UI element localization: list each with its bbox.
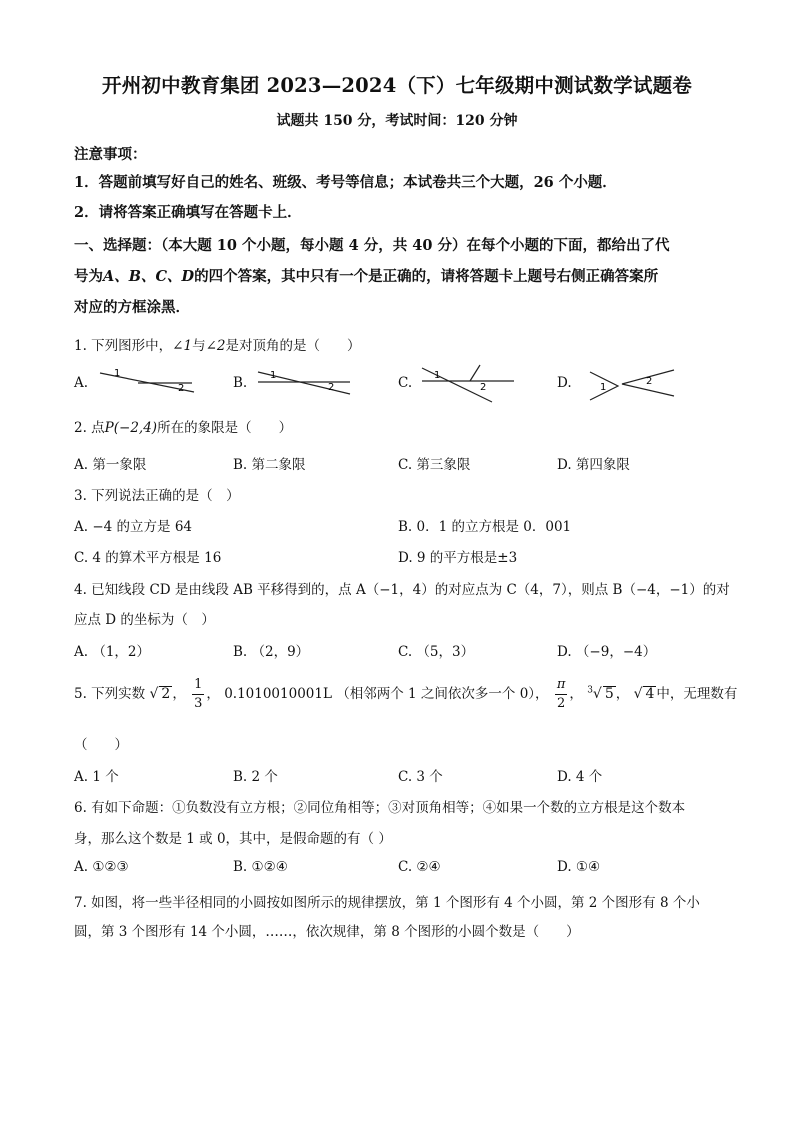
question-7-line-2: 圆，第 3 个图形有 14 个小圆，……，依次规律，第 8 个图形的小圆个数是（ ） (74, 924, 580, 940)
section-1-line-2: 号为A、B、C、D的四个答案，其中只有一个是正确的，请将答题卡上题号右侧正确答案所 (74, 268, 659, 285)
section-1-line-1: 一、选择题：（本大题 10 个小题，每小题 4 分，共 40 分）在每个小题的下面，都给出了代 (74, 237, 670, 254)
q1b-label-1: 1 (270, 370, 277, 381)
q1-option-d: D. (557, 375, 572, 391)
q5-option-a: A. 1 个 (74, 769, 119, 785)
q6-option-a: A. ①②③ (74, 859, 129, 875)
section-1-line-3: 对应的方框涂黑． (74, 299, 190, 316)
question-4-line-2: 应点 D 的坐标为（ ） (74, 612, 215, 628)
q1-figure-a (98, 364, 196, 398)
sqrt-4: √ 4 (633, 686, 655, 702)
q2-option-a: A. 第一象限 (74, 457, 147, 473)
answer-letters: A、B、C、D (103, 268, 195, 285)
q4-option-c: C. （5，3） (398, 644, 475, 660)
q2-option-c: C. 第三象限 (398, 457, 471, 473)
q3-option-c: C. 4 的算术平方根是 16 (74, 550, 222, 566)
q1a-label-1: 1 (114, 368, 121, 379)
q4-option-a: A. （1，2） (74, 644, 151, 660)
question-6-line-1: 6. 有如下命题：①负数没有立方根；②同位角相等；③对顶角相等；④如果一个数的立方根是这个数本 (74, 800, 686, 816)
question-3-stem: 3. 下列说法正确的是（ ） (74, 488, 240, 504)
q5-option-b: B. 2 个 (233, 769, 278, 785)
q1-figure-b (256, 364, 352, 398)
sqrt-2: √ 2 (149, 686, 171, 702)
question-5-paren: （ ） (74, 737, 128, 753)
point-p: P(−2,4) (104, 420, 158, 436)
q2-option-d: D. 第四象限 (557, 457, 630, 473)
q3-option-d: D. 9 的平方根是±3 (398, 550, 518, 566)
q6-option-c: C. ②④ (398, 859, 441, 875)
notice-heading: 注意事项： (74, 146, 147, 163)
q1c-label-2: 2 (480, 382, 487, 393)
q2-option-b: B. 第二象限 (233, 457, 306, 473)
question-7-line-1: 7. 如图，将一些半径相同的小圆按如图所示的规律摆放，第 1 个图形有 4 个小圆，第 2 个图形有 8 个小 (74, 895, 700, 911)
q1-option-a: A. (74, 375, 89, 391)
question-1-stem: 1. 下列图形中，∠1与∠2是对顶角的是（ ） (74, 338, 361, 354)
q1d-label-1: 1 (600, 382, 607, 393)
q1d-label-2: 2 (646, 376, 653, 387)
fraction-pi-over-2: $\frac{\pi}{2}$ (556, 677, 566, 711)
q3-option-b: B. 0．1 的立方根是 0．001 (398, 519, 572, 535)
q3-option-a: A. −4 的立方是 64 (74, 519, 192, 535)
q6-option-d: D. ①④ (557, 859, 601, 875)
q1-option-b: B. (233, 375, 248, 391)
q1c-label-1: 1 (434, 370, 441, 381)
exam-subtitle: 试题共 150 分，考试时间：120 分钟 (276, 113, 518, 129)
q1-option-c: C. (398, 375, 413, 391)
q1a-label-2: 2 (178, 383, 185, 394)
q5-option-d: D. 4 个 (557, 769, 603, 785)
exam-title: 开州初中教育集团 2023—2024（下）七年级期中测试数学试题卷 (102, 74, 692, 97)
question-5-stem: 5. 下列实数 √ 2 ， $\frac{1}{3}$ ， 0.1010010001L （相邻两个 1 之间依次多一个 0）， $\frac{\pi}{2}$ ， $^3$√ 5 ， √ 4 中，无理数有 (74, 677, 738, 711)
q5-option-c: C. 3 个 (398, 769, 443, 785)
fraction-one-third: $\frac{1}{3}$ (194, 677, 203, 711)
question-6-line-2: 身，那么这个数是 1 或 0，其中，是假命题的有（ ） (74, 831, 392, 847)
question-4-line-1: 4. 已知线段 CD 是由线段 AB 平移得到的，点 A（−1，4）的对应点为 C（4，7），则点 B（−4，−1）的对 (74, 582, 730, 598)
q4-option-d: D. （−9，−4） (557, 644, 657, 660)
notice-item-1: 1．答题前填写好自己的姓名、班级、考号等信息；本试卷共三个大题，26 个小题． (74, 174, 617, 191)
cube-root-5: $^3$√ 5 (587, 685, 614, 702)
notice-item-2: 2．请将答案正确填写在答题卡上． (74, 204, 302, 221)
question-2-stem: 2. 点P(−2,4)所在的象限是（ ） (74, 420, 293, 436)
repeating-decimal: 0.1010010001L (224, 686, 332, 702)
q1b-label-2: 2 (328, 382, 335, 393)
q4-option-b: B. （2，9） (233, 644, 310, 660)
q1-figure-c (420, 360, 516, 404)
q6-option-b: B. ①②④ (233, 859, 288, 875)
q1-figure-d (586, 366, 678, 402)
